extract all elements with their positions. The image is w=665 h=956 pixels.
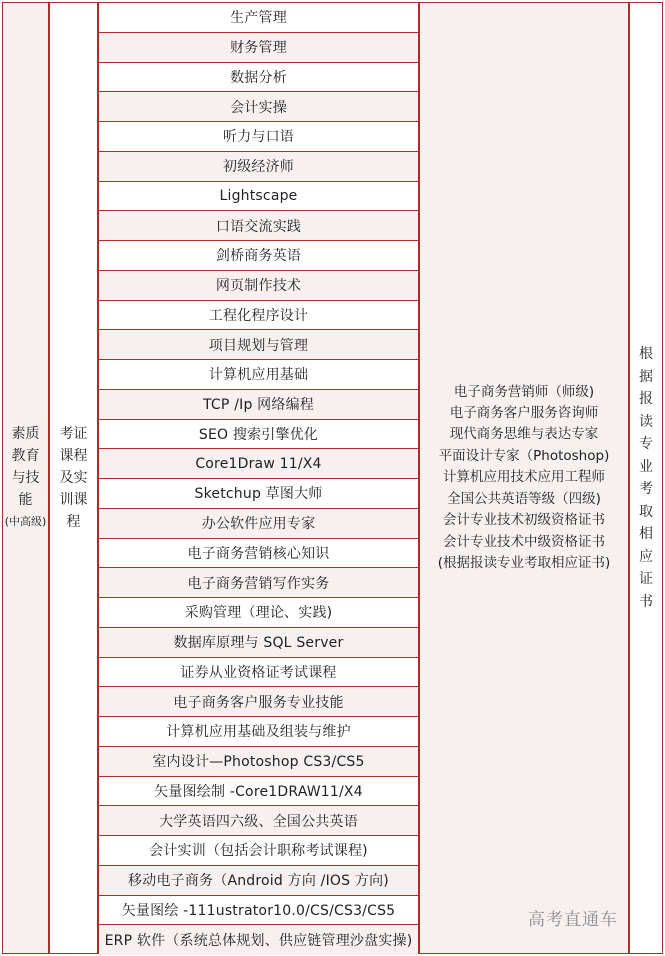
course-row: 初级经济师 bbox=[99, 152, 418, 182]
category-level: (中高级) bbox=[4, 515, 47, 528]
course-row: 电子商务营销写作实务 bbox=[99, 568, 418, 598]
certificates-column bbox=[419, 2, 629, 954]
category-line: 素质 bbox=[11, 426, 40, 442]
course-row: 会计实操 bbox=[99, 92, 418, 122]
course-row: 项目规划与管理 bbox=[99, 330, 418, 360]
course-row: 数据库原理与 SQL Server bbox=[99, 628, 418, 658]
course-row: 矢量图绘制 -Core1DRAW11/X4 bbox=[99, 777, 418, 807]
certificate-list bbox=[438, 382, 611, 575]
course-row: 网页制作技术 bbox=[99, 271, 418, 301]
note-column bbox=[629, 2, 663, 954]
course-row: 室内设计—Photoshop CS3/CS5 bbox=[99, 747, 418, 777]
course-row: 采购管理（理论、实践) bbox=[99, 598, 418, 628]
course-row: 工程化程序设计 bbox=[99, 301, 418, 331]
course-row: 剑桥商务英语 bbox=[99, 241, 418, 271]
course-row: 证券从业资格证考试课程 bbox=[99, 658, 418, 688]
course-row: 口语交流实践 bbox=[99, 211, 418, 241]
category-line: 能 bbox=[18, 492, 33, 508]
course-row: 矢量图绘 -111ustrator10.0/CS/CS3/CS5 bbox=[99, 896, 418, 926]
category-line: 与技 bbox=[11, 470, 40, 486]
certificate-item: 电子商务客户服务咨询师 bbox=[449, 405, 599, 422]
course-row: 财务管理 bbox=[99, 33, 418, 63]
course-row: 计算机应用基础及组装与维护 bbox=[99, 717, 418, 747]
certificate-item: 现代商务思维与表达专家 bbox=[449, 426, 599, 443]
course-type-column bbox=[49, 2, 98, 954]
certificate-item: 计算机应用技术应用工程师 bbox=[442, 469, 605, 486]
course-row: Core1Draw 11/X4 bbox=[99, 449, 418, 479]
watermark: 高考直通车 bbox=[528, 910, 618, 930]
category-column bbox=[2, 2, 49, 954]
certificate-item: 会计专业技术中级资格证书 bbox=[442, 533, 605, 550]
courses-column bbox=[98, 2, 419, 954]
course-type-label: 考证课程及实训课程 bbox=[59, 426, 88, 530]
course-row: 数据分析 bbox=[99, 63, 418, 93]
course-row: TCP /Ip 网络编程 bbox=[99, 390, 418, 420]
certificate-item: 电子商务营销师（师级) bbox=[453, 383, 595, 400]
course-row: Sketchup 草图大师 bbox=[99, 479, 418, 509]
note-label: 根据报读专业考取相应证书 bbox=[639, 346, 653, 610]
course-row: SEO 搜索引擎优化 bbox=[99, 420, 418, 450]
course-row: 电子商务营销核心知识 bbox=[99, 539, 418, 569]
course-row: 办公软件应用专家 bbox=[99, 509, 418, 539]
course-row: 大学英语四六级、全国公共英语 bbox=[99, 806, 418, 836]
certificate-item: 会计专业技术初级资格证书 bbox=[442, 512, 605, 529]
course-row: Lightscape bbox=[99, 182, 418, 212]
course-row: 会计实训（包括会计职称考试课程) bbox=[99, 836, 418, 866]
course-row: 生产管理 bbox=[99, 3, 418, 33]
certificate-item: 平面设计专家（Photoshop) bbox=[438, 447, 610, 464]
category-line: 教育 bbox=[11, 448, 40, 464]
category-label bbox=[3, 423, 48, 533]
course-row: 电子商务客户服务专业技能 bbox=[99, 687, 418, 717]
certificate-item: 全国公共英语等级（四级) bbox=[447, 490, 601, 507]
course-row: 计算机应用基础 bbox=[99, 360, 418, 390]
course-row: 移动电子商务（Android 方向 /IOS 方向) bbox=[99, 866, 418, 896]
course-list bbox=[99, 3, 418, 955]
course-row: ERP 软件（系统总体规划、供应链管理沙盘实操) bbox=[99, 925, 418, 955]
course-row: 听力与口语 bbox=[99, 122, 418, 152]
certificate-item: (根据报读专业考取相应证书) bbox=[437, 554, 611, 571]
